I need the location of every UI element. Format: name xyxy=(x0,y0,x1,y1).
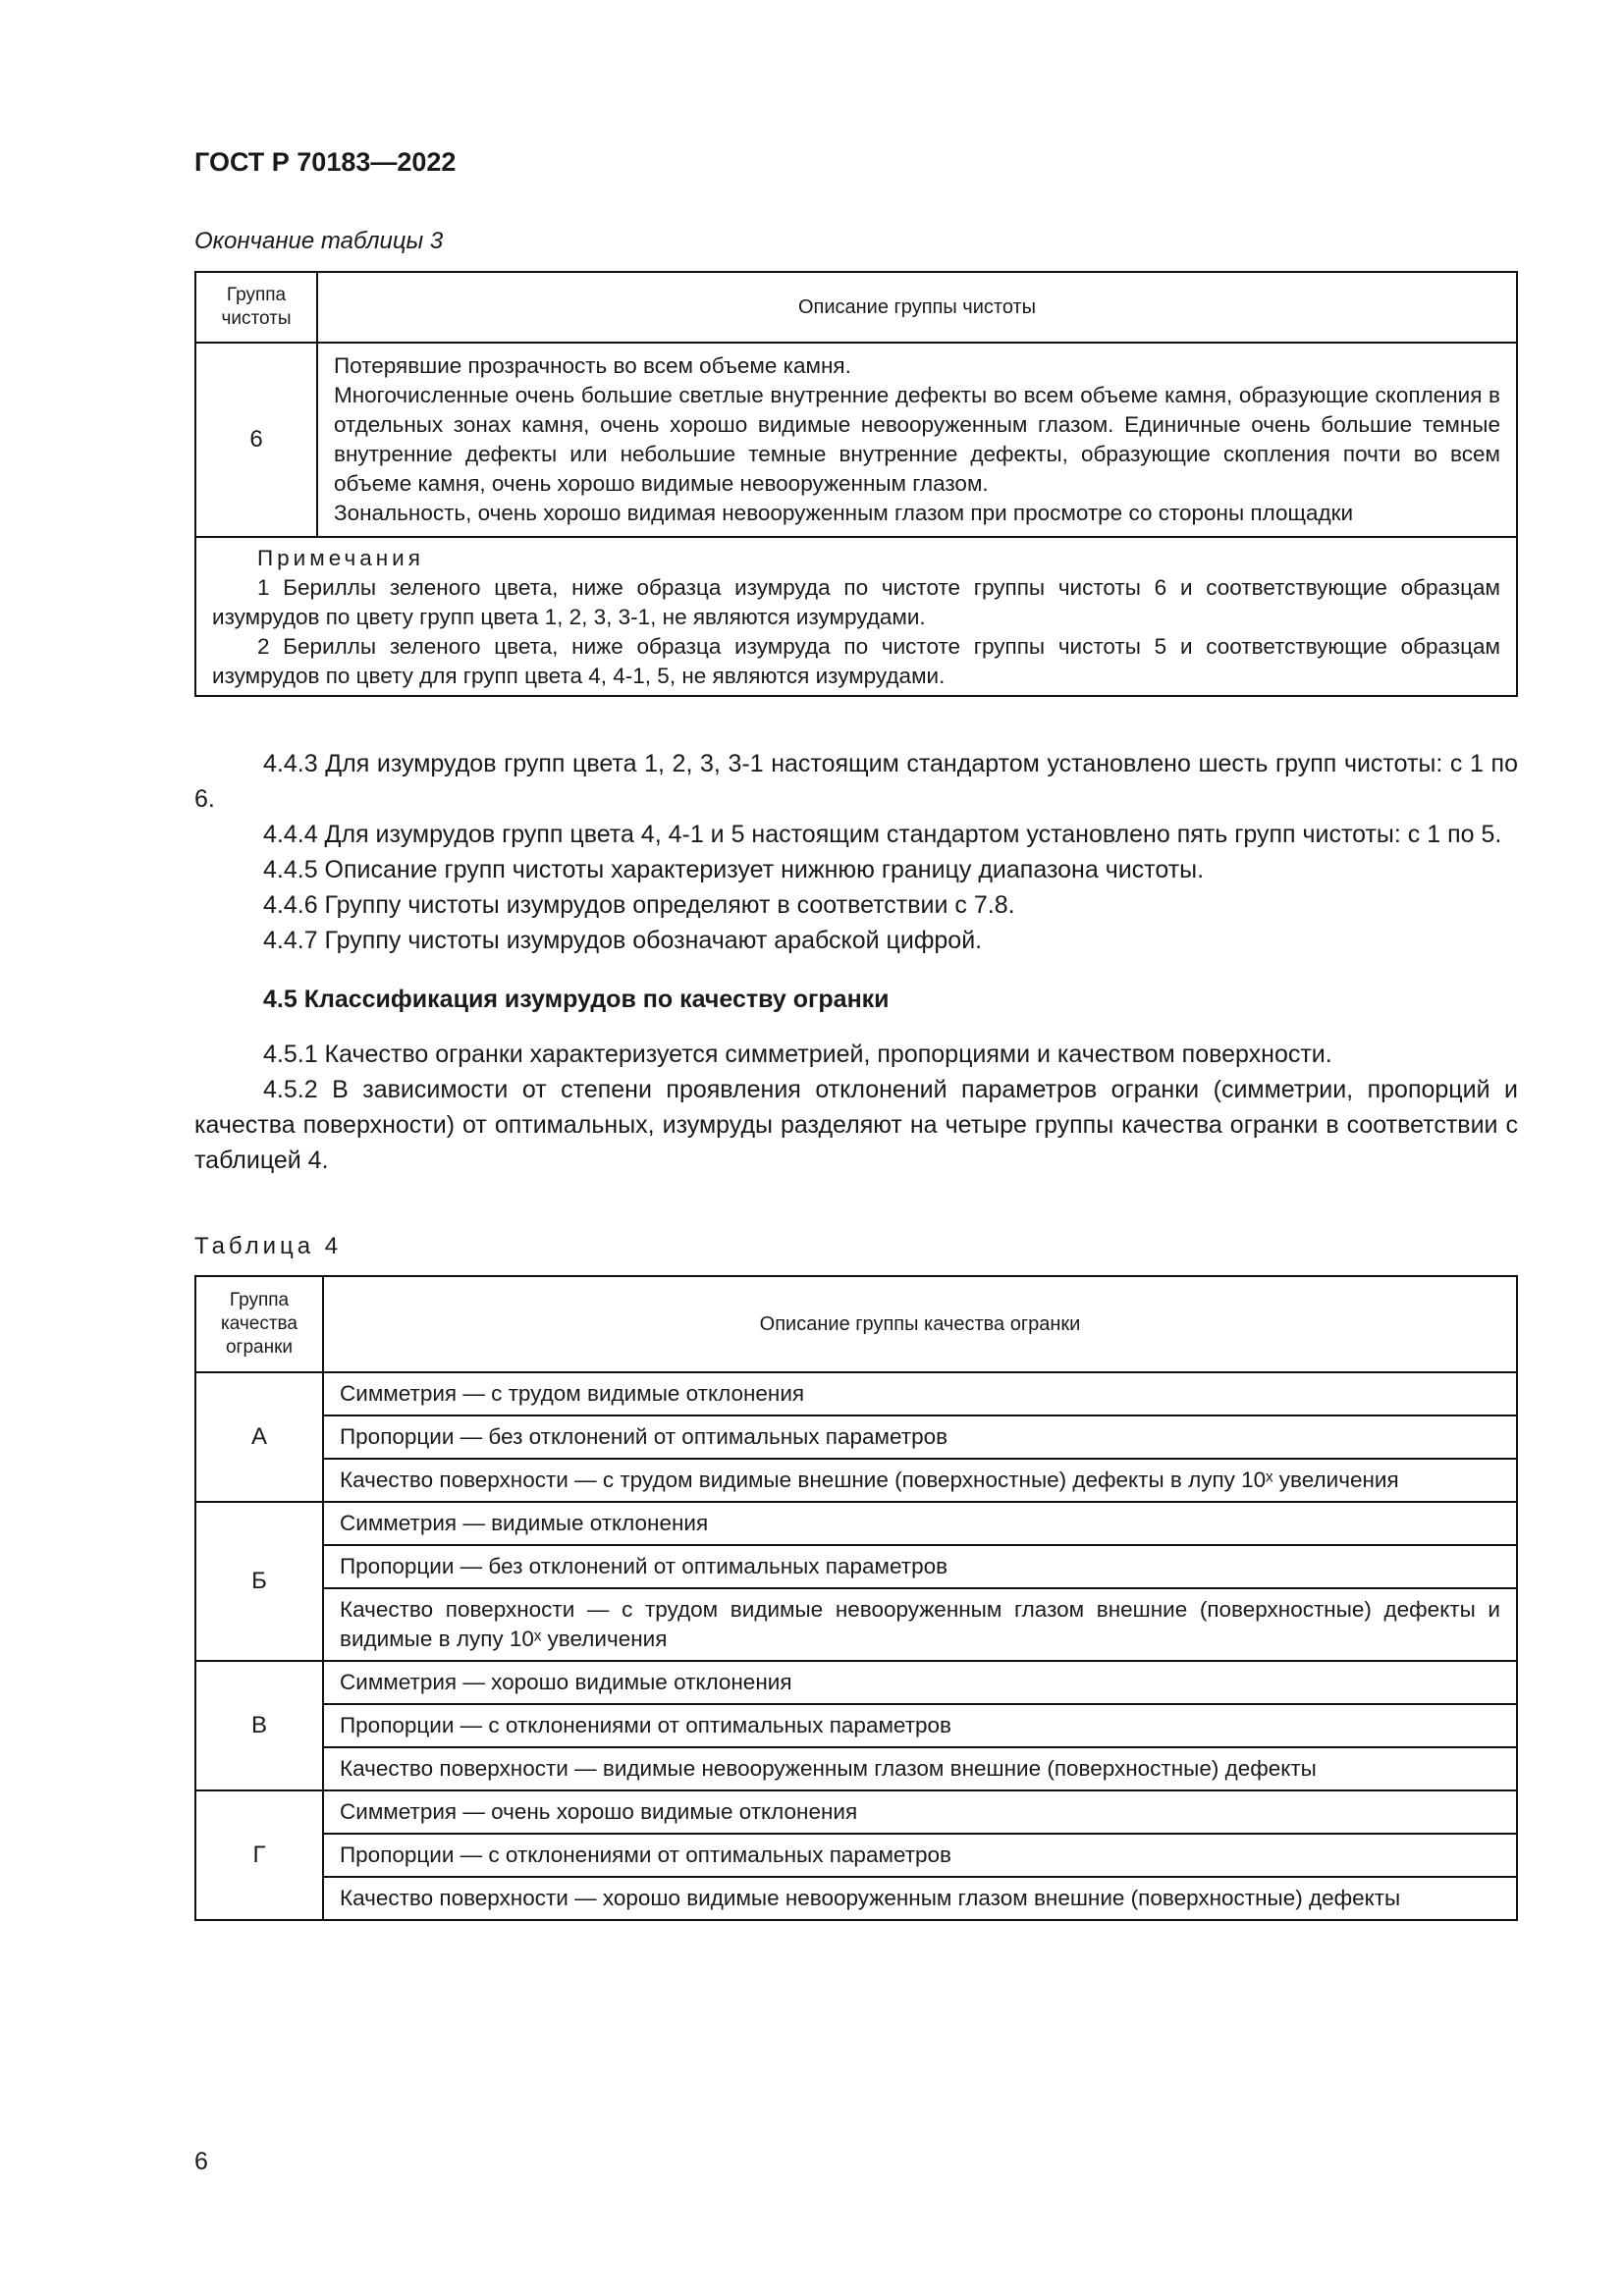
paragraph-4-5-1: 4.5.1 Качество огранки характеризуется симметрией, пропорциями и качеством поверхности. xyxy=(263,1041,1332,1068)
table4-row xyxy=(195,1372,1517,1415)
table3-desc-line: Многочисленные очень большие светлые внутренние дефекты во всем объеме камня, образующие скопления в отдельных зонах камня, очень хорошо видимые невооруженным глазом. Единичные очень большие темные внутренние дефекты или небольшие темные внутренние дефекты, образующие скопления почти во всем объеме камня, очень хорошо видимые невооруженным глазом. xyxy=(334,383,1500,496)
paragraph-4-4-6: 4.4.6 Группу чистоты изумрудов определяют в соответствии с 7.8. xyxy=(263,891,1015,919)
table3-continuation-label: Окончание таблицы 3 xyxy=(194,228,444,254)
notes-title: Примечания xyxy=(257,546,424,570)
table4-row xyxy=(195,1877,1517,1920)
table4-group-cell: Г xyxy=(195,1790,323,1920)
table4-row xyxy=(195,1588,1517,1661)
table3-desc-line: Потерявшие прозрачность во всем объеме камня. xyxy=(334,353,851,378)
table3-notes-row xyxy=(195,537,1517,696)
table4-header-row xyxy=(195,1276,1517,1372)
section-heading-4-5: 4.5 Классификация изумрудов по качеству огранки xyxy=(263,986,890,1013)
table4-desc-cell: Симметрия — очень хорошо видимые отклонения xyxy=(323,1790,1517,1834)
table4-col-desc-header: Описание группы качества огранки xyxy=(323,1276,1517,1372)
table4-desc-cell: Качество поверхности — с трудом видимые невооруженным глазом внешние (поверхностные) дефекты и видимые в лупу 10ˣ увеличения xyxy=(323,1588,1517,1661)
table3-desc-cell xyxy=(317,343,1517,537)
table4-desc-cell: Симметрия — хорошо видимые отклонения xyxy=(323,1661,1517,1704)
paragraph-4-4-7: 4.4.7 Группу чистоты изумрудов обозначают арабской цифрой. xyxy=(263,927,983,954)
table4-desc-cell: Симметрия — видимые отклонения xyxy=(323,1502,1517,1545)
table3-col-desc-header: Описание группы чистоты xyxy=(317,272,1517,343)
table4-row xyxy=(195,1704,1517,1747)
table4-row xyxy=(195,1545,1517,1588)
table4-row xyxy=(195,1661,1517,1704)
table4-col-group-header: Группа качества огранки xyxy=(195,1276,323,1372)
table3-header-row xyxy=(195,272,1517,343)
page-number: 6 xyxy=(194,2148,208,2175)
table3-col-group-header: Группа чистоты xyxy=(195,272,317,343)
table4-group-cell: В xyxy=(195,1661,323,1790)
paragraph-4-4-4: 4.4.4 Для изумрудов групп цвета 4, 4-1 и 5 настоящим стандартом установлено пять групп чистоты: с 1 по 5. xyxy=(263,821,1502,848)
table3-desc-line: Зональность, очень хорошо видимая невооруженным глазом при просмотре со стороны площадки xyxy=(334,501,1354,525)
table4-desc-cell: Пропорции — без отклонений от оптимальных параметров xyxy=(323,1415,1517,1459)
table3-notes-cell xyxy=(195,537,1517,696)
table3-row-6 xyxy=(195,343,1517,537)
table4-row xyxy=(195,1834,1517,1877)
table4-desc-cell: Качество поверхности — с трудом видимые внешние (поверхностные) дефекты в лупу 10ˣ увеличения xyxy=(323,1459,1517,1502)
table4-row xyxy=(195,1459,1517,1502)
table4-desc-cell: Пропорции — с отклонениями от оптимальных параметров xyxy=(323,1704,1517,1747)
table-3 xyxy=(194,271,1518,697)
table4-desc-cell: Качество поверхности — видимые невооруженным глазом внешние (поверхностные) дефекты xyxy=(323,1747,1517,1790)
table4-caption: Таблица 4 xyxy=(194,1233,343,1259)
paragraph-4-5-2: 4.5.2 В зависимости от степени проявления отклонений параметров огранки (симметрии, пропорций и качества поверхности) от оптимальных, изумруды разделяют на четыре группы качества огранки в соответствии с таблицей 4. xyxy=(194,1076,1518,1174)
body-text xyxy=(194,746,1518,1178)
table4-group-cell: Б xyxy=(195,1502,323,1661)
note-item: 1 Бериллы зеленого цвета, ниже образца изумруда по чистоте группы чистоты 6 и соответствующие образцам изумрудов по цвету групп цвета 1, 2, 3, 3-1, не являются изумрудами. xyxy=(212,575,1500,629)
document-header: ГОСТ Р 70183—2022 xyxy=(194,147,457,177)
paragraph-4-4-5: 4.4.5 Описание групп чистоты характеризует нижнюю границу диапазона чистоты. xyxy=(263,856,1205,883)
table3-group-cell: 6 xyxy=(195,343,317,537)
table4-desc-cell: Пропорции — с отклонениями от оптимальных параметров xyxy=(323,1834,1517,1877)
table4-group-cell: А xyxy=(195,1372,323,1502)
table-4 xyxy=(194,1275,1518,1921)
table4-row xyxy=(195,1790,1517,1834)
table4-row xyxy=(195,1747,1517,1790)
table4-desc-cell: Качество поверхности — хорошо видимые невооруженным глазом внешние (поверхностные) дефекты xyxy=(323,1877,1517,1920)
table4-row xyxy=(195,1502,1517,1545)
paragraph-4-4-3: 4.4.3 Для изумрудов групп цвета 1, 2, 3, 3-1 настоящим стандартом установлено шесть групп чистоты: с 1 по 6. xyxy=(194,750,1518,813)
note-item: 2 Бериллы зеленого цвета, ниже образца изумруда по чистоте группы чистоты 5 и соответствующие образцам изумрудов по цвету для групп цвета 4, 4-1, 5, не являются изумрудами. xyxy=(212,634,1500,688)
table4-desc-cell: Симметрия — с трудом видимые отклонения xyxy=(323,1372,1517,1415)
table4-row xyxy=(195,1415,1517,1459)
table4-desc-cell: Пропорции — без отклонений от оптимальных параметров xyxy=(323,1545,1517,1588)
